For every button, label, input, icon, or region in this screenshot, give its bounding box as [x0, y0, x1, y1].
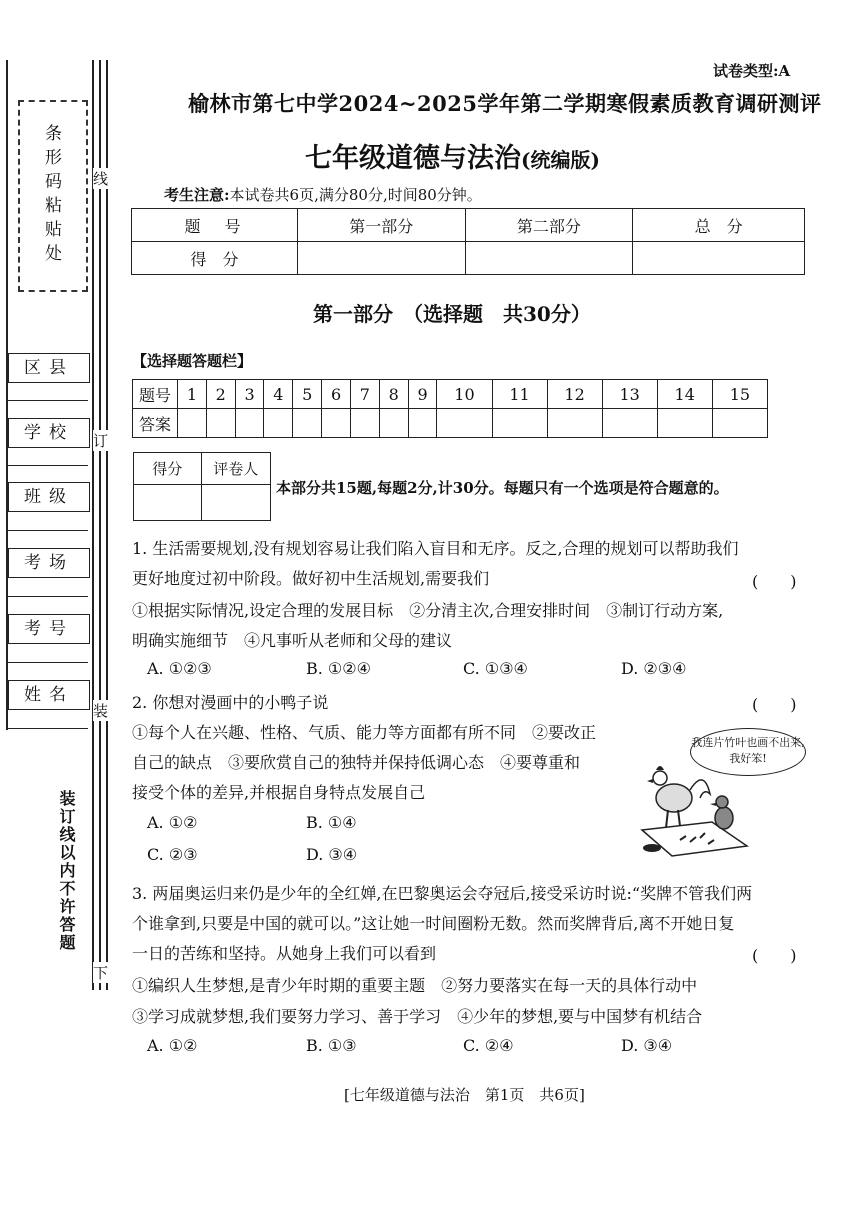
answer-number: 14: [657, 380, 712, 409]
notice-label: 考生注意:: [164, 186, 230, 204]
subject-title-row: [305, 136, 600, 175]
answer-row-number-label: 题号: [133, 380, 178, 409]
field-class: 班级: [8, 482, 90, 512]
subject-title: 七年级道德与法治: [305, 143, 521, 174]
paper-type: 试卷类型:A: [713, 62, 791, 80]
binding-mark-below: 下: [93, 964, 109, 982]
answer-table: [132, 379, 768, 438]
binding-line-3: [106, 60, 108, 990]
q3-option-a[interactable]: A. ①②: [147, 1036, 198, 1055]
section-instruction: 本部分共15题,每题2分,计30分。每题只有一个选项是符合题意的。: [276, 479, 729, 497]
score-header-total: 总 分: [633, 209, 805, 242]
answer-bar-label: 【选择题答题栏】: [132, 352, 253, 370]
answer-number: 4: [264, 380, 293, 409]
q1-answer-paren[interactable]: ( ): [752, 572, 797, 591]
barcode-label: 条形码粘贴处: [41, 123, 61, 268]
q1-stem-line2: 更好地度过初中阶段。做好初中生活规划,需要我们: [132, 569, 490, 588]
field-room-line[interactable]: [8, 596, 88, 597]
field-school-line[interactable]: [8, 465, 88, 466]
edition: (统编版): [521, 148, 600, 172]
notice: [164, 184, 482, 205]
q2-items-line2: 自己的缺点 ③要欣赏自己的独特并保持低调心态 ④要尊重和: [132, 753, 581, 772]
answer-cell[interactable]: [235, 409, 264, 438]
field-district-line[interactable]: [8, 400, 88, 401]
score-cell-part1[interactable]: [297, 242, 465, 275]
q2-items-line3: 接受个体的差异,并根据自身特点发展自己: [132, 783, 426, 802]
binding-mark-pack: 装: [93, 702, 109, 720]
grader-score-label: 得分: [134, 453, 202, 485]
q1-option-c[interactable]: C. ①③④: [463, 659, 528, 678]
grader-score-cell[interactable]: [134, 485, 202, 521]
grader-table: [133, 452, 271, 521]
field-name: 姓名: [8, 680, 90, 710]
grader-name-cell[interactable]: [201, 485, 270, 521]
answer-cell[interactable]: [379, 409, 408, 438]
answer-cell[interactable]: [350, 409, 379, 438]
score-header-part1: 第一部分: [297, 209, 465, 242]
q3-stem-line2: 个谁拿到,只要是中国的就可以。”这让她一时间圈粉无数。然而奖牌背后,离不开她日复: [132, 914, 735, 933]
field-exam-no: 考号: [8, 614, 90, 644]
q3-stem-line3: 一日的苦练和坚持。从她身上我们可以看到: [132, 944, 437, 963]
answer-number: 7: [350, 380, 379, 409]
answer-cell[interactable]: [264, 409, 293, 438]
answer-cell[interactable]: [206, 409, 235, 438]
answer-cell[interactable]: [492, 409, 547, 438]
answer-row-answer-label: 答案: [133, 409, 178, 438]
answer-cell[interactable]: [293, 409, 322, 438]
q1-items-line1: ①根据实际情况,设定合理的发展目标 ②分清主次,合理安排时间 ③制订行动方案,: [132, 601, 724, 620]
binding-line-2: [99, 60, 101, 990]
answer-number: 8: [379, 380, 408, 409]
answer-cell[interactable]: [437, 409, 492, 438]
field-exam-no-line[interactable]: [8, 662, 88, 663]
answer-number: 5: [293, 380, 322, 409]
field-class-line[interactable]: [8, 530, 88, 531]
answer-number: 9: [408, 380, 437, 409]
q3-items-line2: ③学习成就梦想,我们要努力学习、善于学习 ④少年的梦想,要与中国梦有机结合: [132, 1007, 703, 1026]
page-footer: [七年级道德与法治 第1页 共6页]: [344, 1086, 585, 1104]
q2-option-a[interactable]: A. ①②: [147, 813, 198, 832]
answer-number: 3: [235, 380, 264, 409]
binding-line-1: [92, 60, 94, 990]
answer-number: 10: [437, 380, 492, 409]
field-district: 区县: [8, 353, 90, 383]
q2-items-line1: ①每个人在兴趣、性格、气质、能力等方面都有所不同 ②要改正: [132, 723, 597, 742]
answer-cell[interactable]: [178, 409, 207, 438]
binding-mark-bind: 订: [93, 432, 109, 450]
score-table: [131, 208, 805, 275]
q1-option-a[interactable]: A. ①②③: [147, 659, 212, 678]
answer-cell[interactable]: [602, 409, 657, 438]
answer-number: 2: [206, 380, 235, 409]
q2-option-b[interactable]: B. ①④: [306, 813, 357, 832]
field-name-line[interactable]: [8, 728, 88, 729]
score-cell-part2[interactable]: [465, 242, 633, 275]
score-header-part2: 第二部分: [465, 209, 633, 242]
answer-number: 15: [712, 380, 767, 409]
q2-stem-line1: 2. 你想对漫画中的小鸭子说: [132, 693, 329, 712]
q3-items-line1: ①编织人生梦想,是青少年时期的重要主题 ②努力要落实在每一天的具体行动中: [132, 976, 698, 995]
score-row-label: 得 分: [132, 242, 298, 275]
answer-number: 13: [602, 380, 657, 409]
q3-option-b[interactable]: B. ①③: [306, 1036, 357, 1055]
binding-mark-line: 线: [93, 170, 109, 188]
field-school: 学校: [8, 418, 90, 448]
q3-stem-line1: 3. 两届奥运归来仍是少年的全红婵,在巴黎奥运会夺冠后,接受采访时说:“奖牌不管我们两: [132, 884, 753, 903]
answer-number: 6: [322, 380, 351, 409]
q3-option-c[interactable]: C. ②④: [463, 1036, 514, 1055]
q1-items-line2: 明确实施细节 ④凡事听从老师和父母的建议: [132, 631, 453, 650]
q1-option-d[interactable]: D. ②③④: [621, 659, 687, 678]
score-header-no: 题 号: [132, 209, 298, 242]
cartoon-speech-bubble: 我连片竹叶也画不出来,我好笨!: [690, 728, 806, 776]
notice-text: 本试卷共6页,满分80分,时间80分钟。: [229, 186, 482, 204]
answer-cell[interactable]: [547, 409, 602, 438]
q2-answer-paren[interactable]: ( ): [752, 695, 797, 714]
binding-warning: 装订线以内不许答题: [57, 790, 76, 952]
score-cell-total[interactable]: [633, 242, 805, 275]
answer-cell[interactable]: [712, 409, 767, 438]
school-title: 榆林市第七中学2024~2025学年第二学期寒假素质教育调研测评: [188, 91, 822, 116]
q1-stem-line1: 1. 生活需要规划,没有规划容易让我们陷入盲目和无序。反之,合理的规划可以帮助我们: [132, 539, 739, 558]
q2-option-d[interactable]: D. ③④: [306, 845, 358, 864]
answer-number: 11: [492, 380, 547, 409]
q1-option-b[interactable]: B. ①②④: [306, 659, 371, 678]
answer-number: 12: [547, 380, 602, 409]
answer-cell[interactable]: [322, 409, 351, 438]
q2-option-c[interactable]: C. ②③: [147, 845, 198, 864]
q3-option-d[interactable]: D. ③④: [621, 1036, 673, 1055]
grader-name-label: 评卷人: [201, 453, 270, 485]
cartoon-rooster-duck-illustration: [632, 760, 752, 860]
section-title: 第一部分 （选择题 共30分）: [313, 302, 591, 326]
answer-cell[interactable]: [408, 409, 437, 438]
answer-cell[interactable]: [657, 409, 712, 438]
field-room: 考场: [8, 548, 90, 578]
answer-number: 1: [178, 380, 207, 409]
q3-answer-paren[interactable]: ( ): [752, 946, 797, 965]
